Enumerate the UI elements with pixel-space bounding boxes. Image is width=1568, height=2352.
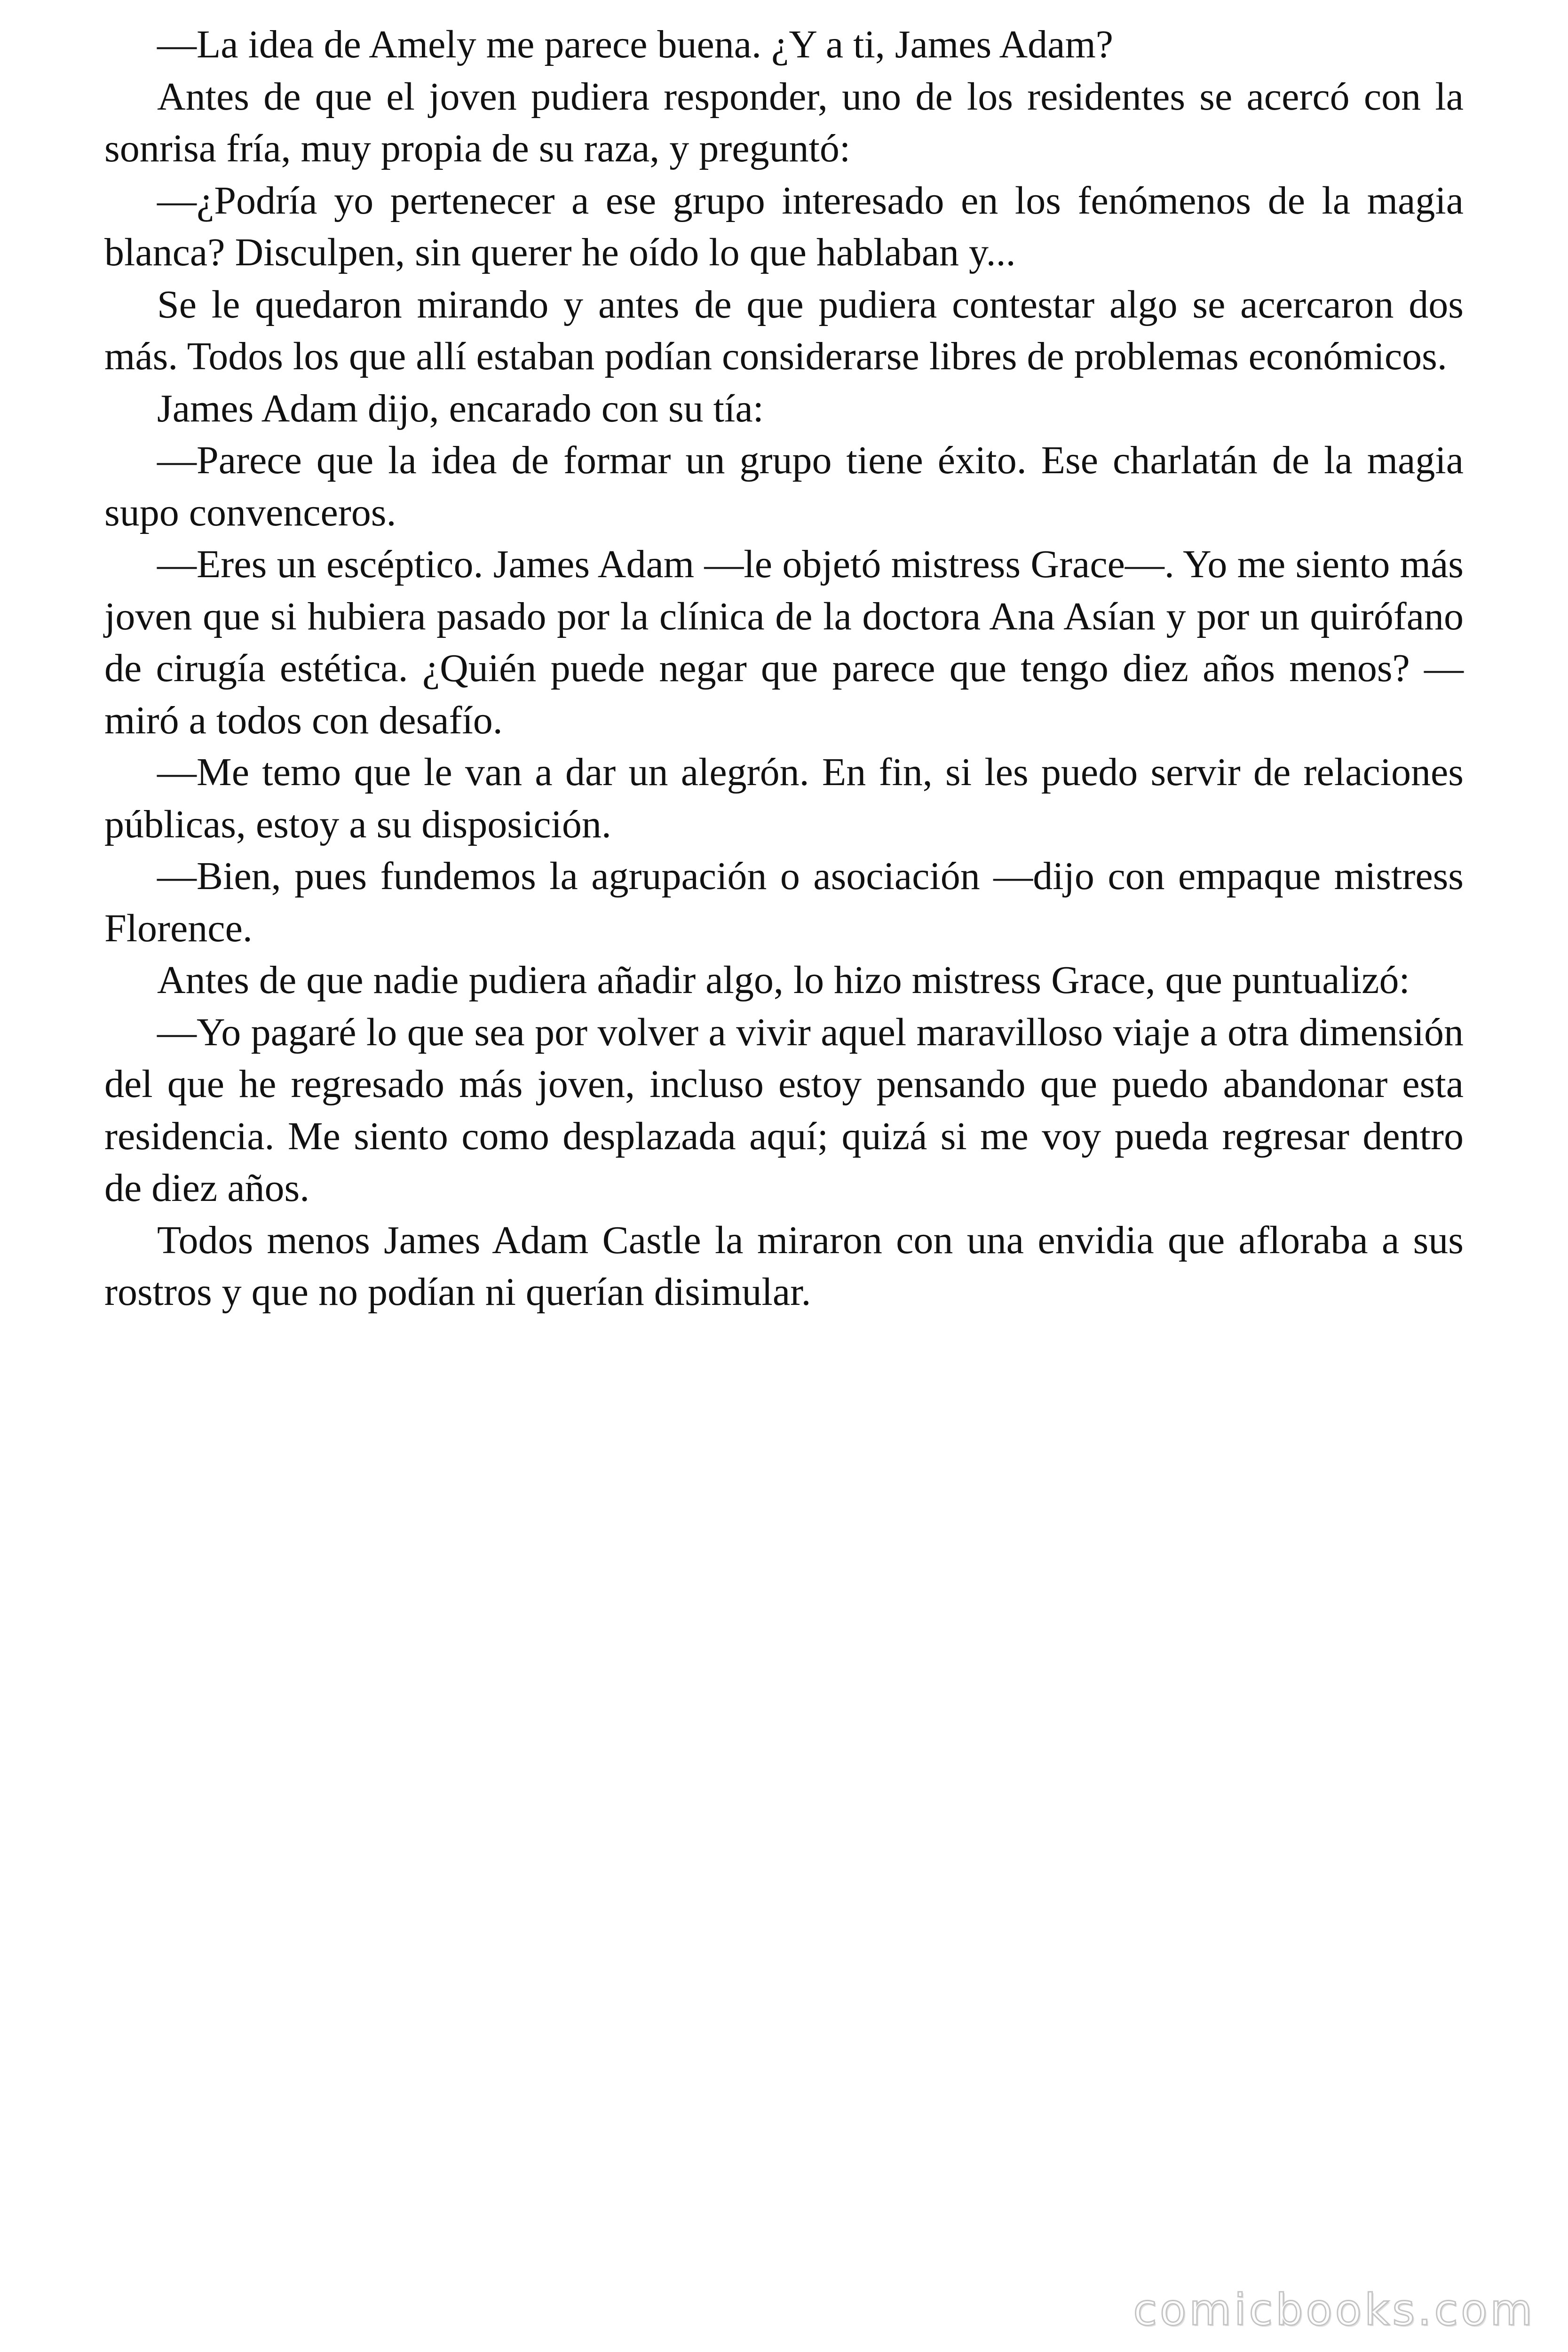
paragraph: Se le quedaron mirando y antes de que pudiera contestar algo se acercaron dos más. Todos los que allí estaban podían considerarse libres de problemas económicos. — [104, 282, 1464, 378]
body-text — [104, 19, 1464, 1319]
paragraph: Antes de que nadie pudiera añadir algo, lo hizo mistress Grace, que puntualizó: — [157, 958, 1410, 1002]
paragraph: —La idea de Amely me parece buena. ¿Y a ti, James Adam? — [157, 23, 1114, 66]
paragraph: James Adam dijo, encarado con su tía: — [157, 386, 764, 430]
paragraph: —Eres un escéptico. James Adam —le objetó mistress Grace—. Yo me siento más joven que si hubiera pasado por la clínica de la doctora Ana Asían y por un quirófano de cirugía estética. ¿Quién puede negar que parece que tengo diez años menos? —miró a todos con desafío. — [104, 542, 1464, 742]
paragraph: —¿Podría yo pertenecer a ese grupo interesado en los fenómenos de la magia blanca? Disculpen, sin querer he oído lo que hablaban y... — [104, 178, 1464, 274]
paragraph: —Yo pagaré lo que sea por volver a vivir aquel maravilloso viaje a otra dimensión del que he regresado más joven, incluso estoy pensando que puedo abandonar esta residencia. Me siento como desplazada aquí; quizá si me voy pueda regresar dentro de diez años. — [104, 1010, 1464, 1210]
paragraph: —Parece que la idea de formar un grupo tiene éxito. Ese charlatán de la magia supo convenceros. — [104, 438, 1464, 534]
paragraph: —Bien, pues fundemos la agrupación o asociación —dijo con empaque mistress Florence. — [104, 854, 1464, 950]
watermark: comicbooks.com — [1133, 2285, 1535, 2335]
paragraph: Antes de que el joven pudiera responder, uno de los residentes se acercó con la sonrisa fría, muy propia de su raza, y preguntó: — [104, 74, 1464, 170]
paragraph: —Me temo que le van a dar un alegrón. En fin, si les puedo servir de relaciones públicas, estoy a su disposición. — [104, 750, 1464, 846]
paragraph: Todos menos James Adam Castle la miraron con una envidia que afloraba a sus rostros y que no podían ni querían disimular. — [104, 1218, 1464, 1314]
